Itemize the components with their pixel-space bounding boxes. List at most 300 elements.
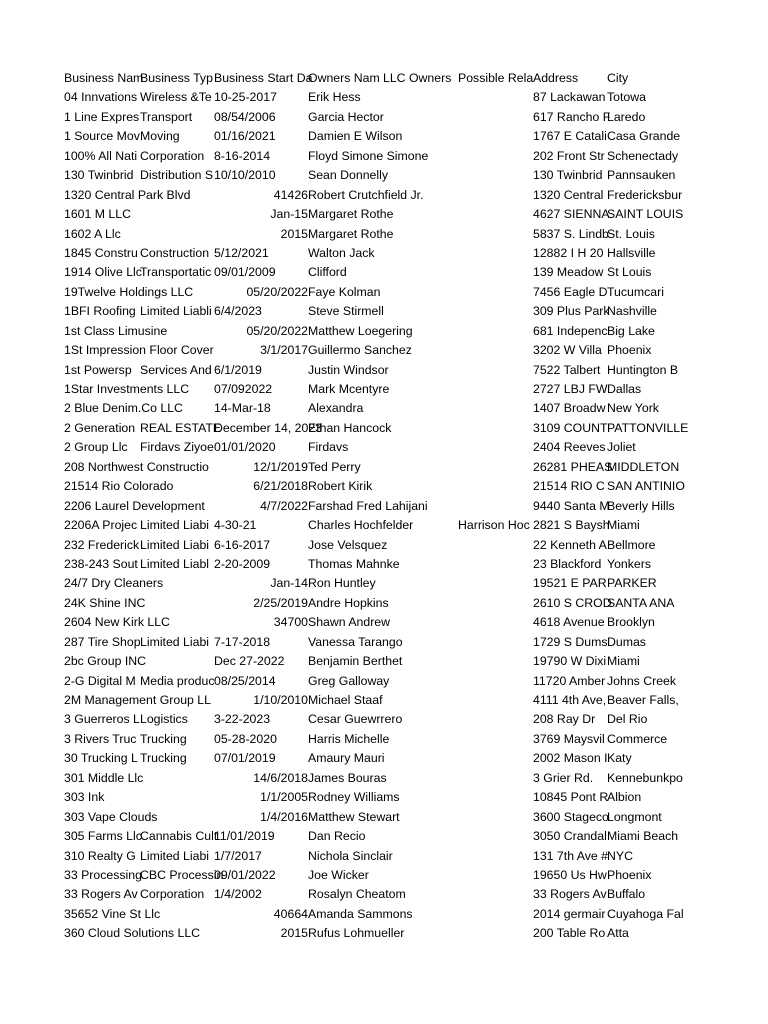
table-row [64, 380, 704, 399]
cell-address: 3202 W Villa [533, 343, 602, 358]
cell-owners-name: Garcia Hector [308, 109, 384, 124]
table-row [64, 88, 704, 107]
header-business-type: Business Typ [140, 71, 213, 85]
cell-city: Miami Beach [607, 829, 679, 844]
cell-owners-name: Benjamin Berthet [308, 654, 403, 669]
cell-city: SANTA ANA [607, 595, 675, 610]
cell-business-name: 310 Realty G [64, 848, 136, 863]
cell-llc-owners [383, 847, 458, 866]
cell-business-start-date: 1/1/2005 [260, 790, 308, 805]
header-possible-relation: Possible Rela [458, 71, 534, 85]
cell-owners-name: Rosalyn Cheatom [308, 887, 406, 902]
cell-business-name: 287 Tire Shop [64, 634, 141, 649]
cell-business-name: 33 Rogers Av [64, 887, 138, 902]
cell-possible-relation [458, 672, 533, 691]
cell-address: 33 Rogers Av [533, 887, 607, 902]
cell-city: New York [607, 401, 659, 416]
table-row [64, 613, 704, 632]
cell-possible-relation [458, 458, 533, 477]
cell-business-start-date: 2015 [280, 926, 308, 941]
cell-owners-name: Matthew Loegering [308, 323, 413, 338]
cell-llc-owners [383, 516, 458, 535]
cell-possible-relation [458, 399, 533, 418]
cell-address: 19521 E PAR [533, 576, 607, 591]
cell-possible-relation [458, 691, 533, 710]
cell-business-type: Limited Liabli [140, 304, 212, 319]
table-row [64, 419, 704, 438]
cell-city: Beverly Hills [607, 498, 675, 513]
cell-possible-relation [458, 419, 533, 438]
cell-city: Miami [607, 518, 640, 533]
cell-business-name: 1Star Investments LLC [64, 382, 190, 396]
cell-possible-relation [458, 380, 533, 399]
cell-business-start-date: 1/10/2010 [253, 693, 308, 707]
cell-business-type [140, 652, 214, 671]
cell-address: 7456 Eagle D [533, 284, 608, 299]
table-row [64, 536, 704, 555]
cell-business-start-date: Dec 27-2022 [214, 654, 285, 669]
cell-address: 23 Blackford [533, 556, 602, 571]
cell-business-type [140, 808, 214, 827]
cell-business-type: Logistics [140, 712, 188, 727]
cell-business-name: 1602 A Llc [64, 226, 121, 241]
cell-city: Longmont [607, 809, 662, 824]
table-row [64, 769, 704, 788]
cell-business-type: Firdavs Ziyoe [140, 440, 214, 455]
cell-city: SAN ANTINIO [607, 479, 685, 494]
cell-owners-name: Joe Wicker [308, 867, 369, 882]
cell-business-start-date: 41426 [273, 187, 308, 202]
cell-llc-owners [383, 147, 458, 166]
cell-business-type [140, 924, 214, 943]
cell-possible-relation [458, 652, 533, 671]
cell-llc-owners [383, 225, 458, 244]
table-row [64, 127, 704, 146]
cell-address: 5837 S. Lindb [533, 226, 609, 241]
table-row [64, 244, 704, 263]
cell-business-name: 24K Shine INC [64, 595, 146, 610]
cell-business-start-date: 01/16/2021 [214, 129, 276, 144]
cell-city: Joliet [607, 440, 636, 455]
cell-owners-name: Floyd Simone Simone [308, 148, 429, 163]
cell-possible-relation [458, 477, 533, 496]
header-business-name: Business Nam [64, 71, 144, 85]
cell-address: 4627 SIENNA [533, 207, 610, 222]
cell-owners-name: Steve Stirmell [308, 304, 384, 319]
cell-business-start-date: 6/1/2019 [214, 362, 262, 377]
cell-address: 1767 E Catali [533, 129, 607, 144]
cell-address: 130 Twinbrid [533, 168, 603, 183]
cell-city: SAINT LOUIS [607, 207, 684, 222]
cell-owners-name: Ron Huntley [308, 576, 376, 591]
table-row [64, 302, 704, 321]
cell-business-start-date: 8-16-2014 [214, 148, 271, 163]
cell-city: Laredo [607, 109, 646, 124]
table-row [64, 166, 704, 185]
cell-address: 19790 W Dixi [533, 654, 607, 669]
cell-address: 131 7th Ave # [533, 848, 608, 863]
cell-llc-owners [383, 613, 458, 632]
cell-business-name: 2206 Laurel Development [64, 498, 205, 513]
cell-owners-name: Michael Staaf [308, 693, 383, 707]
cell-city: Cuyahoga Fal [607, 906, 684, 921]
cell-address: 2014 germair [533, 906, 606, 921]
cell-business-type [140, 788, 214, 807]
cell-business-type [140, 458, 214, 477]
cell-address: 10845 Pont R [533, 790, 609, 805]
cell-address: 1320 Central [533, 187, 604, 202]
cell-address: 309 Plus Park [533, 304, 610, 319]
cell-llc-owners [383, 361, 458, 380]
cell-address: 2610 S CROD [533, 595, 612, 610]
cell-llc-owners [383, 574, 458, 593]
cell-llc-owners [383, 477, 458, 496]
cell-business-name: 2 Group Llc [64, 440, 128, 455]
cell-owners-name: Shawn Andrew [308, 615, 391, 630]
cell-llc-owners [383, 263, 458, 282]
table-row [64, 341, 704, 360]
cell-possible-relation [458, 263, 533, 282]
cell-business-start-date: 11/01/2019 [214, 829, 275, 844]
cell-address: 12882 I H 20 [533, 245, 604, 260]
table-row [64, 555, 704, 574]
cell-llc-owners [383, 691, 458, 710]
cell-llc-owners [383, 594, 458, 613]
cell-llc-owners [383, 458, 458, 477]
cell-business-type: Distribution S [140, 168, 214, 183]
cell-city: Nashville [607, 304, 657, 319]
cell-business-type [140, 341, 214, 360]
cell-possible-relation [458, 186, 533, 205]
cell-llc-owners [383, 769, 458, 788]
header-city: City [607, 71, 629, 85]
cell-business-start-date: Jan-14 [270, 576, 308, 591]
cell-city: Beaver Falls, [607, 693, 679, 707]
cell-business-start-date: 40664 [273, 906, 308, 921]
table-row [64, 905, 704, 924]
cell-address: 200 Table Ro [533, 926, 606, 941]
cell-possible-relation [458, 108, 533, 127]
cell-business-type [140, 322, 214, 341]
cell-possible-relation [458, 633, 533, 652]
cell-address: 681 Indepenc [533, 323, 608, 338]
cell-business-start-date: 1/4/2002 [214, 887, 262, 902]
table-row [64, 361, 704, 380]
cell-business-start-date: 14-Mar-18 [214, 401, 271, 416]
cell-business-name: 1914 Olive Llc [64, 265, 142, 280]
cell-business-type: Limited Liabl [140, 556, 210, 571]
cell-business-start-date: 2015 [280, 226, 308, 241]
cell-llc-owners [383, 808, 458, 827]
cell-business-start-date: 08/25/2014 [214, 673, 276, 688]
cell-llc-owners [383, 905, 458, 924]
cell-owners-name: Justin Windsor [308, 362, 389, 377]
cell-business-name: 303 Vape Clouds [64, 809, 158, 824]
cell-business-type [140, 283, 214, 302]
cell-llc-owners [383, 749, 458, 768]
table-row [64, 399, 704, 418]
table-row [64, 866, 704, 885]
cell-owners-name: Damien E Wilson [308, 129, 403, 144]
cell-business-type: Limited Liabi [140, 634, 210, 649]
cell-business-start-date: 3/1/2017 [260, 343, 308, 358]
cell-address: 3600 Stageco [533, 809, 609, 824]
cell-possible-relation [458, 127, 533, 146]
cell-owners-name: Rodney Williams [308, 790, 400, 805]
cell-city: Fredericksbur [607, 187, 683, 202]
cell-business-type [140, 477, 214, 496]
cell-llc-owners [383, 438, 458, 457]
cell-address: 7522 Talbert [533, 362, 601, 377]
cell-business-name: 1st Powersp [64, 362, 132, 377]
table-row [64, 633, 704, 652]
cell-business-name: 305 Farms Llc [64, 829, 142, 844]
cell-possible-relation [458, 885, 533, 904]
cell-possible-relation [458, 302, 533, 321]
cell-possible-relation [458, 244, 533, 263]
cell-city: MIDDLETON [607, 459, 680, 474]
cell-business-name: 1St Impression Floor Cover [64, 343, 214, 358]
cell-llc-owners [383, 127, 458, 146]
cell-business-type: Corporation [140, 887, 205, 902]
table-body [64, 88, 704, 943]
cell-owners-name: Alexandra [308, 401, 364, 416]
cell-possible-relation [458, 283, 533, 302]
cell-owners-name: Charles Hochfelder [308, 518, 414, 533]
cell-llc-owners [383, 380, 458, 399]
cell-llc-owners [383, 827, 458, 846]
table-row [64, 691, 704, 710]
cell-business-start-date: 09/01/2009 [214, 265, 276, 280]
cell-business-start-date: 01/01/2020 [214, 440, 276, 455]
cell-business-type: Services And [140, 362, 212, 377]
cell-business-name: 1 Source Mov [64, 129, 140, 144]
cell-owners-name: Cesar Guewrrero [308, 712, 403, 727]
cell-possible-relation [458, 924, 533, 943]
cell-business-start-date: 05/20/2022 [246, 284, 308, 299]
cell-llc-owners [383, 730, 458, 749]
cell-city: Phoenix [607, 867, 652, 882]
cell-business-name: 2 Blue Denim.Co LLC [64, 401, 183, 416]
cell-address: 1407 Broadw [533, 401, 606, 416]
cell-business-start-date: 05/20/2022 [246, 323, 308, 338]
cell-city: Hallsville [607, 245, 656, 260]
cell-owners-name: Thomas Mahnke [308, 556, 400, 571]
cell-business-start-date: 6/21/2018 [253, 479, 308, 494]
table-row [64, 205, 704, 224]
cell-owners-name: Clifford [308, 265, 347, 280]
cell-business-type [140, 574, 214, 593]
cell-llc-owners [383, 419, 458, 438]
table-row [64, 147, 704, 166]
cell-possible-relation [458, 574, 533, 593]
cell-city: Big Lake [607, 323, 655, 338]
cell-business-name: 2206A Projec [64, 518, 138, 533]
cell-city: Totowa [607, 90, 646, 105]
header-owners-name: Owners Nam [308, 71, 380, 85]
cell-business-type [140, 497, 214, 516]
table-row [64, 847, 704, 866]
cell-business-type: Construction [140, 245, 210, 260]
cell-city: Kennebunkpo [607, 770, 683, 785]
table-row [64, 710, 704, 729]
cell-owners-name: Walton Jack [308, 245, 375, 260]
table-row [64, 225, 704, 244]
cell-business-type: Moving [140, 129, 180, 144]
cell-city: Dallas [607, 382, 642, 396]
cell-llc-owners [383, 497, 458, 516]
table-row [64, 574, 704, 593]
cell-address: 202 Front Str [533, 148, 605, 163]
cell-business-name: 1st Class Limusine [64, 323, 168, 338]
cell-possible-relation [458, 710, 533, 729]
cell-business-type [140, 691, 214, 710]
cell-owners-name: Harris Michelle [308, 731, 390, 746]
spreadsheet-table [64, 69, 704, 944]
cell-business-start-date: Jan-15 [270, 207, 308, 222]
cell-owners-name: Greg Galloway [308, 673, 390, 688]
cell-business-name: 2604 New Kirk LLC [64, 615, 170, 630]
cell-business-start-date: 3-22-2023 [214, 712, 271, 727]
cell-address: 2404 Reeves [533, 440, 606, 455]
cell-business-type: Trucking [140, 731, 187, 746]
table-row [64, 516, 704, 535]
cell-business-name: 100% All Nati [64, 148, 138, 163]
cell-address: 3769 Maysvil [533, 731, 605, 746]
cell-owners-name: Ted Perry [308, 459, 361, 474]
cell-address: 9440 Santa M [533, 498, 610, 513]
cell-city: Buffalo [607, 887, 646, 902]
cell-llc-owners [383, 710, 458, 729]
cell-city: NYC [607, 848, 633, 863]
header-address: Address [533, 71, 579, 85]
cell-business-name: 21514 Rio Colorado [64, 479, 174, 494]
cell-llc-owners [383, 652, 458, 671]
cell-business-start-date: 08/54/2006 [214, 109, 276, 124]
cell-owners-name: Robert Kirik [308, 479, 373, 494]
cell-possible-relation [458, 613, 533, 632]
table-row [64, 497, 704, 516]
cell-city: Casa Grande [607, 129, 681, 144]
cell-owners-name: Vanessa Tarango [308, 634, 403, 649]
cell-business-type [140, 769, 214, 788]
cell-possible-relation [458, 322, 533, 341]
cell-owners-name: Margaret Rothe [308, 226, 394, 241]
cell-owners-name: Mark Mcentyre [308, 382, 390, 396]
cell-llc-owners [383, 788, 458, 807]
cell-possible-relation [458, 147, 533, 166]
cell-city: Dumas [607, 634, 646, 649]
table-row [64, 438, 704, 457]
cell-possible-relation [458, 594, 533, 613]
cell-llc-owners [383, 555, 458, 574]
cell-business-start-date: 2-20-2009 [214, 556, 271, 571]
table-row [64, 186, 704, 205]
cell-possible-relation [458, 905, 533, 924]
cell-address: 3 Grier Rd. [533, 770, 594, 785]
cell-address: 208 Ray Dr [533, 712, 596, 727]
cell-business-type: Limited Liabi [140, 518, 210, 533]
cell-owners-name: Margaret Rothe [308, 207, 394, 222]
cell-owners-name: Sean Donnelly [308, 168, 388, 183]
cell-business-name: 35652 Vine St Llc [64, 906, 161, 921]
cell-llc-owners [383, 244, 458, 263]
cell-address: 22 Kenneth A [533, 537, 607, 552]
cell-city: Schenectady [607, 148, 679, 163]
cell-llc-owners [383, 205, 458, 224]
cell-address: 87 Lackawan [533, 90, 606, 105]
cell-business-name: 2bc Group INC [64, 654, 147, 669]
cell-address: 4111 4th Ave, [533, 693, 607, 707]
header-business-start-date: Business Start Da [214, 71, 313, 85]
table-row [64, 458, 704, 477]
cell-possible-relation [458, 225, 533, 244]
cell-business-start-date: 6-16-2017 [214, 537, 271, 552]
table-row [64, 108, 704, 127]
cell-city: Katy [607, 751, 632, 766]
cell-business-start-date: 10-25-2017 [214, 90, 277, 105]
cell-business-start-date: 4/7/2022 [260, 498, 308, 513]
cell-business-start-date: 07/01/2019 [214, 751, 276, 766]
cell-owners-name: Matthew Stewart [308, 809, 400, 824]
cell-owners-name: Guillermo Sanchez [308, 343, 412, 358]
table-row [64, 885, 704, 904]
cell-business-type [140, 594, 214, 613]
cell-business-name: 3 Guerreros L [64, 712, 140, 727]
cell-city: Brooklyn [607, 615, 655, 630]
cell-owners-name: Robert Crutchfield Jr. [308, 187, 424, 202]
cell-business-name: 238-243 Sout [64, 556, 138, 571]
cell-city: Miami [607, 654, 640, 669]
cell-business-start-date: 5/12/2021 [214, 245, 269, 260]
cell-owners-name: Firdavs [308, 440, 349, 455]
cell-business-start-date: 1/7/2017 [214, 848, 262, 863]
cell-city: Commerce [607, 731, 668, 746]
cell-possible-relation [458, 827, 533, 846]
cell-owners-name: Amaury Mauri [308, 751, 385, 766]
cell-business-name: 04 Innvations [64, 90, 138, 105]
cell-business-type: Corporation [140, 148, 205, 163]
cell-llc-owners [383, 536, 458, 555]
table-row [64, 322, 704, 341]
cell-address: 3050 Crandal [533, 829, 607, 844]
cell-possible-relation [458, 341, 533, 360]
header-row [64, 69, 704, 88]
cell-business-name: 2 Generation [64, 420, 136, 435]
cell-possible-relation [458, 769, 533, 788]
cell-business-name: 301 Middle Llc [64, 770, 144, 785]
cell-business-type: CBC Processin [140, 867, 224, 882]
cell-owners-name: Rufus Lohmueller [308, 926, 405, 941]
cell-business-name: 360 Cloud Solutions LLC [64, 926, 201, 941]
cell-possible-relation [458, 788, 533, 807]
cell-possible-relation [458, 749, 533, 768]
cell-business-name: 1BFI Roofing [64, 304, 136, 319]
cell-business-name: 303 Ink [64, 790, 105, 805]
cell-city: Huntington B [607, 362, 679, 377]
cell-business-type [140, 225, 214, 244]
cell-llc-owners [383, 108, 458, 127]
cell-owners-name: James Bouras [308, 770, 387, 785]
cell-address: 3109 COUNT [533, 420, 608, 435]
cell-possible-relation [458, 730, 533, 749]
cell-address: 4618 Avenue [533, 615, 605, 630]
table-row [64, 672, 704, 691]
cell-address: 19650 Us Hw [533, 867, 607, 882]
cell-possible-relation [458, 866, 533, 885]
table-row [64, 594, 704, 613]
cell-llc-owners [383, 885, 458, 904]
